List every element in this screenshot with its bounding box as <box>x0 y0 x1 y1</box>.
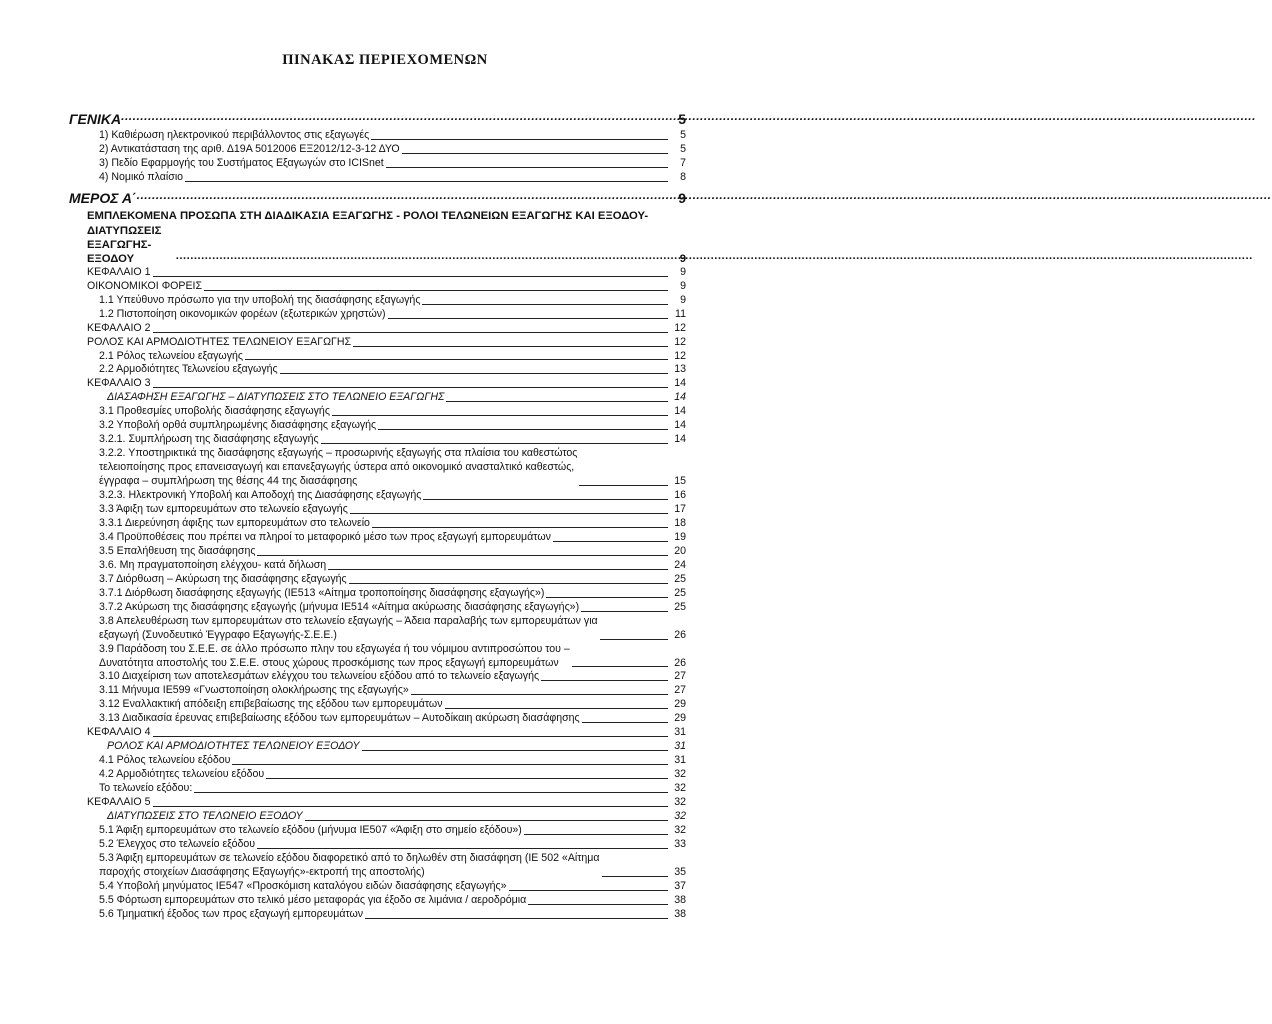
toc-entry-label: 3.7.2 Ακύρωση της διασάφησης εξαγωγής (μήνυμα IE514 «Αίτημα ακύρωσης διασάφησης εξαγωγής») <box>99 600 580 613</box>
leader-line <box>305 820 668 821</box>
leader-line <box>372 527 668 528</box>
toc-entry-label: ΔΙΑΤΥΠΩΣΕΙΣ ΣΤΟ ΤΕΛΩΝΕΙΟ ΕΞΟΔΟΥ <box>107 809 303 822</box>
leader-line <box>194 792 668 793</box>
toc-entry-label-line: 5.3 Άφιξη εμπορευμάτων σε τελωνείο εξόδου διαφορετικό από το δηλωθέν στη διασάφηση (IE 502 «Αίτημα <box>99 851 600 864</box>
toc-entry-label: 4.1 Ρόλος τελωνείου εξόδου <box>99 754 231 767</box>
leader-line <box>371 139 668 140</box>
toc-entry-label: 5.6 Τμηματική έξοδος των προς εξαγωγή εμπορευμάτων <box>99 907 364 920</box>
toc-entry-label: 3.13 Διαδικασία έρευνας επιβεβαίωσης εξόδου των εμπορευμάτων – Αυτοδίκαιη ακύρωση διασάφησης <box>99 712 580 725</box>
toc-page-number: 18 <box>674 516 686 529</box>
toc-entry-label-line: 3.8 Απελευθέρωση των εμπορευμάτων στο τελωνείο εξαγωγής – Άδεια παραλαβής των εμπορευμάτων για <box>99 614 598 627</box>
leader-line <box>365 918 668 919</box>
general-items <box>80 129 686 185</box>
toc-entry[interactable] <box>80 852 686 880</box>
toc-entry-label: 5.4 Υποβολή μηνύματος IE547 «Προσκόμιση καταλόγου ειδών διασάφησης εξαγωγής» <box>99 879 507 892</box>
toc-entry[interactable] <box>80 768 686 782</box>
toc-entry[interactable] <box>80 336 686 350</box>
toc-entry[interactable] <box>80 908 686 922</box>
leader-line <box>423 499 668 500</box>
toc-entry-label-line: 3.9 Παράδοση του Σ.Ε.Ε. σε άλλο πρόσωπο πλην του εξαγωγέα ή του νόμιμου αντιπροσώπου του – <box>99 642 570 655</box>
leader-line <box>153 806 668 807</box>
toc-entry[interactable] <box>80 405 686 419</box>
leader-line <box>185 181 668 182</box>
toc-entry-label: 3.4 Προϋποθέσεις που πρέπει να πληροί το μεταφορικό μέσο των προς εξαγωγή εμπορευμάτων <box>99 530 551 543</box>
toc-page-number: 11 <box>675 307 686 320</box>
leader-line <box>582 722 668 723</box>
toc-entry[interactable] <box>80 447 686 489</box>
toc-page-number: 14 <box>674 377 686 390</box>
toc-entry[interactable] <box>80 684 686 698</box>
toc-entry-label: 1) Καθιέρωση ηλεκτρονικού περιβάλλοντος στις εξαγωγές <box>99 129 370 141</box>
toc-page-number: 31 <box>674 740 686 753</box>
leader-line <box>245 359 668 360</box>
toc-entry-label: ΚΕΦΑΛΑΙΟ 3 <box>87 377 151 390</box>
toc-entry-label: 3) Πεδίο Εφαρμογής του Συστήματος Εξαγωγών στο ICISnet <box>99 156 384 169</box>
leader-line <box>579 485 668 486</box>
leader-line <box>349 583 668 584</box>
toc-entry-label: 3.1 Προθεσμίες υποβολής διασάφησης εξαγωγής <box>99 405 330 418</box>
leader-line <box>411 694 668 695</box>
leader-line <box>204 290 668 291</box>
toc-page-number: 9 <box>680 265 686 278</box>
toc-entry-label: 3.11 Μήνυμα IE599 «Γνωστοποίηση ολοκλήρωσης της εξαγωγής» <box>99 684 409 697</box>
toc-heading-label: ΓΕΝΙΚΑ <box>69 111 122 127</box>
leader-line <box>153 736 668 737</box>
toc-entry-label: 4.2 Αρμοδιότητες τελωνείου εξόδου <box>99 768 265 781</box>
toc-page-number: 29 <box>674 712 686 725</box>
toc-page-number: 8 <box>680 170 686 183</box>
toc-page-number: 9 <box>679 252 686 265</box>
toc-entry-label: 3.3 Άφιξη των εμπορευμάτων στο τελωνείο εξαγωγής <box>99 503 348 516</box>
toc-page-number: 9 <box>678 189 686 206</box>
toc-page-number: 32 <box>674 809 686 822</box>
toc-page-number: 38 <box>674 893 686 906</box>
toc-entry[interactable] <box>80 157 686 171</box>
toc-page-number: 5 <box>680 129 686 141</box>
toc-entry-label: 5.2 Έλεγχος στο τελωνείο εξόδου <box>99 837 256 850</box>
leader-line <box>153 276 668 277</box>
toc-page-number: 19 <box>674 530 686 543</box>
toc-entry[interactable] <box>80 280 686 294</box>
toc-entry[interactable] <box>80 322 686 336</box>
leader-line <box>350 513 668 514</box>
page-title: ΠΙΝΑΚΑΣ ΠΕΡΙΕΧΟΜΕΝΩΝ <box>282 52 488 68</box>
leader-line <box>600 639 668 640</box>
toc-entry[interactable] <box>80 796 686 810</box>
table-of-contents <box>69 106 686 922</box>
toc-entry-label: 3.10 Διαχείριση των αποτελεσμάτων ελέγχου του τελωνείου εξόδου από το τελωνείο εξαγωγής <box>99 670 540 683</box>
toc-entry-label: 2.1 Ρόλος τελωνείου εξαγωγής <box>99 349 243 362</box>
toc-entry[interactable] <box>80 880 686 894</box>
toc-entry-label: 1.2 Πιστοποίηση οικονομικών φορέων (εξωτερικών χρηστών) <box>99 307 386 320</box>
toc-entry[interactable] <box>80 545 686 559</box>
toc-page-number: 32 <box>674 823 686 836</box>
toc-page-number: 31 <box>674 726 686 739</box>
toc-entry-label: 1.1 Υπεύθυνο πρόσωπο για την υποβολή της διασάφησης εξαγωγής <box>99 293 421 306</box>
toc-page-number: 9 <box>680 279 686 292</box>
toc-entry-label: ΔΙΑΣΑΦΗΣΗ ΕΞΑΓΩΓΗΣ – ΔΙΑΤΥΠΩΣΕΙΣ ΣΤΟ ΤΕΛΩΝΕΙΟ ΕΞΑΓΩΓΗΣ <box>107 391 445 404</box>
section-heading-line: ΕΜΠΛΕΚΟΜΕΝΑ ΠΡΟΣΩΠΑ ΣΤΗ ΔΙΑΔΙΚΑΣΙΑ ΕΞΑΓΩΓΗΣ - ΡΟΛΟΙ ΤΕΛΩΝΕΙΩΝ ΕΞΑΓΩΓΗΣ ΚΑΙ ΕΞΟΔΟΥ- <box>87 209 649 222</box>
toc-page-number: 12 <box>674 349 686 362</box>
toc-entry-label <box>99 643 570 671</box>
leader-line <box>402 153 668 154</box>
toc-entry-label: 3.7 Διόρθωση – Ακύρωση της διασάφησης εξαγωγής <box>99 572 347 585</box>
dot-leader <box>137 185 673 205</box>
leader-line <box>528 904 668 905</box>
toc-page-number: 17 <box>674 503 686 516</box>
leader-line <box>546 597 668 598</box>
leader-line <box>422 304 668 305</box>
leader-line <box>446 401 668 402</box>
toc-page-number: 32 <box>674 796 686 809</box>
toc-entry-label: ΚΕΦΑΛΑΙΟ 2 <box>87 321 151 334</box>
toc-entry-label: 2) Αντικατάσταση της αριθ. Δ19Α 5012006 ΕΞ2012/12-3-12 ΔΥΟ <box>99 142 400 155</box>
toc-page-number: 14 <box>674 433 686 446</box>
toc-entry-label <box>99 615 598 643</box>
toc-entry-label: ΡΟΛΟΣ ΚΑΙ ΑΡΜΟΔΙΟΤΗΤΕΣ ΤΕΛΩΝΕΙΟΥ ΕΞΟΔΟΥ <box>107 740 360 753</box>
toc-entry[interactable] <box>80 489 686 503</box>
leader-line <box>266 778 668 779</box>
toc-entry-label: Το τελωνείο εξόδου: <box>99 782 193 795</box>
toc-page-number: 25 <box>674 600 686 613</box>
toc-entry[interactable] <box>80 573 686 587</box>
leader-line <box>332 415 668 416</box>
leader-line <box>153 332 668 333</box>
toc-entry-label <box>99 852 600 880</box>
toc-entry-label: ΡΟΛΟΣ ΚΑΙ ΑΡΜΟΔΙΟΤΗΤΕΣ ΤΕΛΩΝΕΙΟΥ ΕΞΑΓΩΓΗΣ <box>87 335 352 348</box>
toc-page-number: 14 <box>674 405 686 418</box>
toc-page-number: 25 <box>674 586 686 599</box>
toc-page-number: 33 <box>674 837 686 850</box>
toc-page-number: 26 <box>674 628 686 641</box>
leader-line <box>388 318 668 319</box>
leader-line <box>553 541 668 542</box>
toc-entry-label <box>99 447 577 489</box>
leader-line <box>572 666 668 667</box>
toc-entry[interactable] <box>80 810 686 824</box>
toc-entry[interactable] <box>80 517 686 531</box>
leader-line <box>541 680 668 681</box>
toc-page-number: 24 <box>674 558 686 571</box>
toc-heading-general[interactable] <box>69 106 686 129</box>
toc-entry[interactable] <box>80 615 686 643</box>
toc-entry[interactable] <box>80 266 686 280</box>
toc-entry-label: 2.2 Αρμοδιότητες Τελωνείου εξαγωγής <box>99 363 278 376</box>
leader-line <box>362 750 668 751</box>
toc-entry[interactable] <box>80 350 686 364</box>
toc-entry-label: 3.12 Εναλλακτική απόδειξη επιβεβαίωσης της εξόδου των εμπορευμάτων <box>99 698 443 711</box>
toc-entry[interactable] <box>80 433 686 447</box>
toc-entry[interactable] <box>80 754 686 768</box>
toc-entry[interactable] <box>80 419 686 433</box>
toc-entry-label: 3.6. Μη πραγματοποίηση ελέγχου- κατά δήλωση <box>99 558 327 571</box>
toc-entry[interactable] <box>80 712 686 726</box>
toc-entry-label: 3.3.1 Διερεύνηση άφιξης των εμπορευμάτων στο τελωνείο <box>99 516 370 529</box>
toc-entry[interactable] <box>80 670 686 684</box>
leader-line <box>353 346 668 347</box>
toc-page-number: 14 <box>674 391 686 404</box>
toc-entry[interactable] <box>80 143 686 157</box>
toc-entry[interactable] <box>80 894 686 908</box>
toc-page-number: 7 <box>680 156 686 169</box>
toc-page-number: 16 <box>674 489 686 502</box>
toc-entry-label: 3.2 Υποβολή ορθά συμπληρωμένης διασάφησης εξαγωγής <box>99 419 377 432</box>
toc-heading-part-a[interactable] <box>69 185 686 208</box>
dot-leader <box>121 106 673 126</box>
toc-entry-label: 4) Νομικό πλαίσιο <box>99 170 184 183</box>
leader-line <box>581 611 668 612</box>
toc-entry[interactable] <box>80 377 686 391</box>
toc-page-number: 31 <box>674 754 686 767</box>
toc-entry-label: ΚΕΦΑΛΑΙΟ 4 <box>87 726 151 739</box>
toc-entry[interactable] <box>80 698 686 712</box>
toc-entry-label-line: Δυνατότητα αποστολής του Σ.Ε.Ε. στους χώρους προσκόμισης των προς εξαγωγή εμπορευμάτων <box>99 656 559 669</box>
toc-section-heading[interactable] <box>87 209 686 266</box>
leader-line <box>378 429 668 430</box>
leader-line <box>257 555 668 556</box>
toc-entry-label-line: τελειοποίησης προς επανεισαγωγή και επανεξαγωγής ύστερα από οικονομικό ανασταλτικό καθεστώς, <box>99 461 575 474</box>
toc-entry[interactable] <box>80 308 686 322</box>
toc-entry[interactable] <box>80 740 686 754</box>
toc-entry-label: 3.7.1 Διόρθωση διασάφησης εξαγωγής (IE513 «Αίτημα τροποποίησης διασάφησης εξαγωγής») <box>99 586 545 599</box>
toc-page-number: 15 <box>674 475 686 488</box>
leader-line <box>445 708 669 709</box>
toc-entry[interactable] <box>80 503 686 517</box>
toc-entry-label: 3.5 Επαλήθευση της διασάφησης <box>99 544 256 557</box>
leader-line <box>280 373 668 374</box>
toc-page-number: 20 <box>674 544 686 557</box>
leader-line <box>509 890 668 891</box>
toc-page-number: 12 <box>674 335 686 348</box>
toc-entry[interactable] <box>80 601 686 615</box>
toc-page-number: 5 <box>680 142 686 155</box>
toc-entry[interactable] <box>80 531 686 545</box>
toc-entry-label-line: παροχής στοιχείων Διασάφησης Εξαγωγής»-εκτροπή της αποστολής) <box>99 865 425 878</box>
toc-entry-label: ΚΕΦΑΛΑΙΟ 5 <box>87 796 151 809</box>
toc-entry[interactable] <box>80 838 686 852</box>
toc-page-number: 27 <box>674 684 686 697</box>
toc-page-number: 27 <box>674 670 686 683</box>
leader-line <box>257 848 668 849</box>
toc-entry-label: 5.5 Φόρτωση εμπορευμάτων στο τελικό μέσο μεταφοράς για έξοδο σε λιμάνια / αεροδρόμια <box>99 893 527 906</box>
leader-line <box>602 876 668 877</box>
section-heading-line: ΔΙΑΤΥΠΩΣΕΙΣ ΕΞΑΓΩΓΗΣ- ΕΞΟΔΟΥ <box>87 224 162 265</box>
toc-entry[interactable] <box>80 782 686 796</box>
toc-entry[interactable] <box>80 171 686 185</box>
toc-entries <box>80 266 686 922</box>
leader-line <box>153 387 668 388</box>
toc-entry-label-line: εξαγωγή (Συνοδευτικό Έγγραφο Εξαγωγής-Σ.Ε.Ε.) <box>99 628 337 641</box>
toc-entry-label: 3.2.1. Συμπλήρωση της διασάφησης εξαγωγής <box>99 433 319 446</box>
toc-page-number: 12 <box>674 321 686 334</box>
toc-entry[interactable] <box>80 129 686 143</box>
toc-entry[interactable] <box>80 643 686 671</box>
toc-page-number: 38 <box>674 907 686 920</box>
leader-line <box>232 764 668 765</box>
toc-page-number: 25 <box>674 572 686 585</box>
toc-entry[interactable] <box>80 294 686 308</box>
toc-page-number: 32 <box>674 768 686 781</box>
toc-page-number: 9 <box>680 293 686 306</box>
toc-entry-label: 5.1 Άφιξη εμπορευμάτων στο τελωνείο εξόδου (μήνυμα IE507 «Άφιξη στο σημείο εξόδου») <box>99 823 522 836</box>
toc-page-number: 14 <box>674 419 686 432</box>
toc-entry-label: ΟΙΚΟΝΟΜΙΚΟΙ ΦΟΡΕΙΣ <box>87 279 203 292</box>
toc-page-number: 37 <box>674 879 686 892</box>
toc-page-number: 32 <box>674 782 686 795</box>
toc-entry[interactable] <box>80 587 686 601</box>
toc-page-number: 35 <box>674 865 686 878</box>
toc-entry-label: 3.2.3. Ηλεκτρονική Υποβολή και Αποδοχή της Διασάφησης εξαγωγής <box>99 489 422 502</box>
leader-line <box>328 569 668 570</box>
leader-line <box>524 834 668 835</box>
toc-entry-label: ΚΕΦΑΛΑΙΟ 1 <box>87 265 151 278</box>
toc-entry[interactable] <box>80 559 686 573</box>
toc-entry[interactable] <box>80 824 686 838</box>
toc-entry-label-line: έγγραφα – συμπλήρωση της θέσης 44 της διασάφησης <box>99 475 358 488</box>
toc-page-number: 5 <box>678 111 686 127</box>
toc-entry-label-line: 3.2.2. Υποστηρικτικά της διασάφησης εξαγωγής – προσωρινής εξαγωγής στα πλαίσια του καθεστώτος <box>99 447 578 460</box>
dot-leader <box>176 249 673 263</box>
toc-page-number: 26 <box>674 656 686 669</box>
leader-line <box>321 443 668 444</box>
toc-heading-label: ΜΕΡΟΣ Α΄ <box>69 189 137 206</box>
toc-entry[interactable] <box>80 391 686 405</box>
toc-page-number: 29 <box>674 698 686 711</box>
toc-entry[interactable] <box>80 726 686 740</box>
toc-entry[interactable] <box>80 363 686 377</box>
toc-page-number: 13 <box>674 363 686 376</box>
leader-line <box>386 167 668 168</box>
